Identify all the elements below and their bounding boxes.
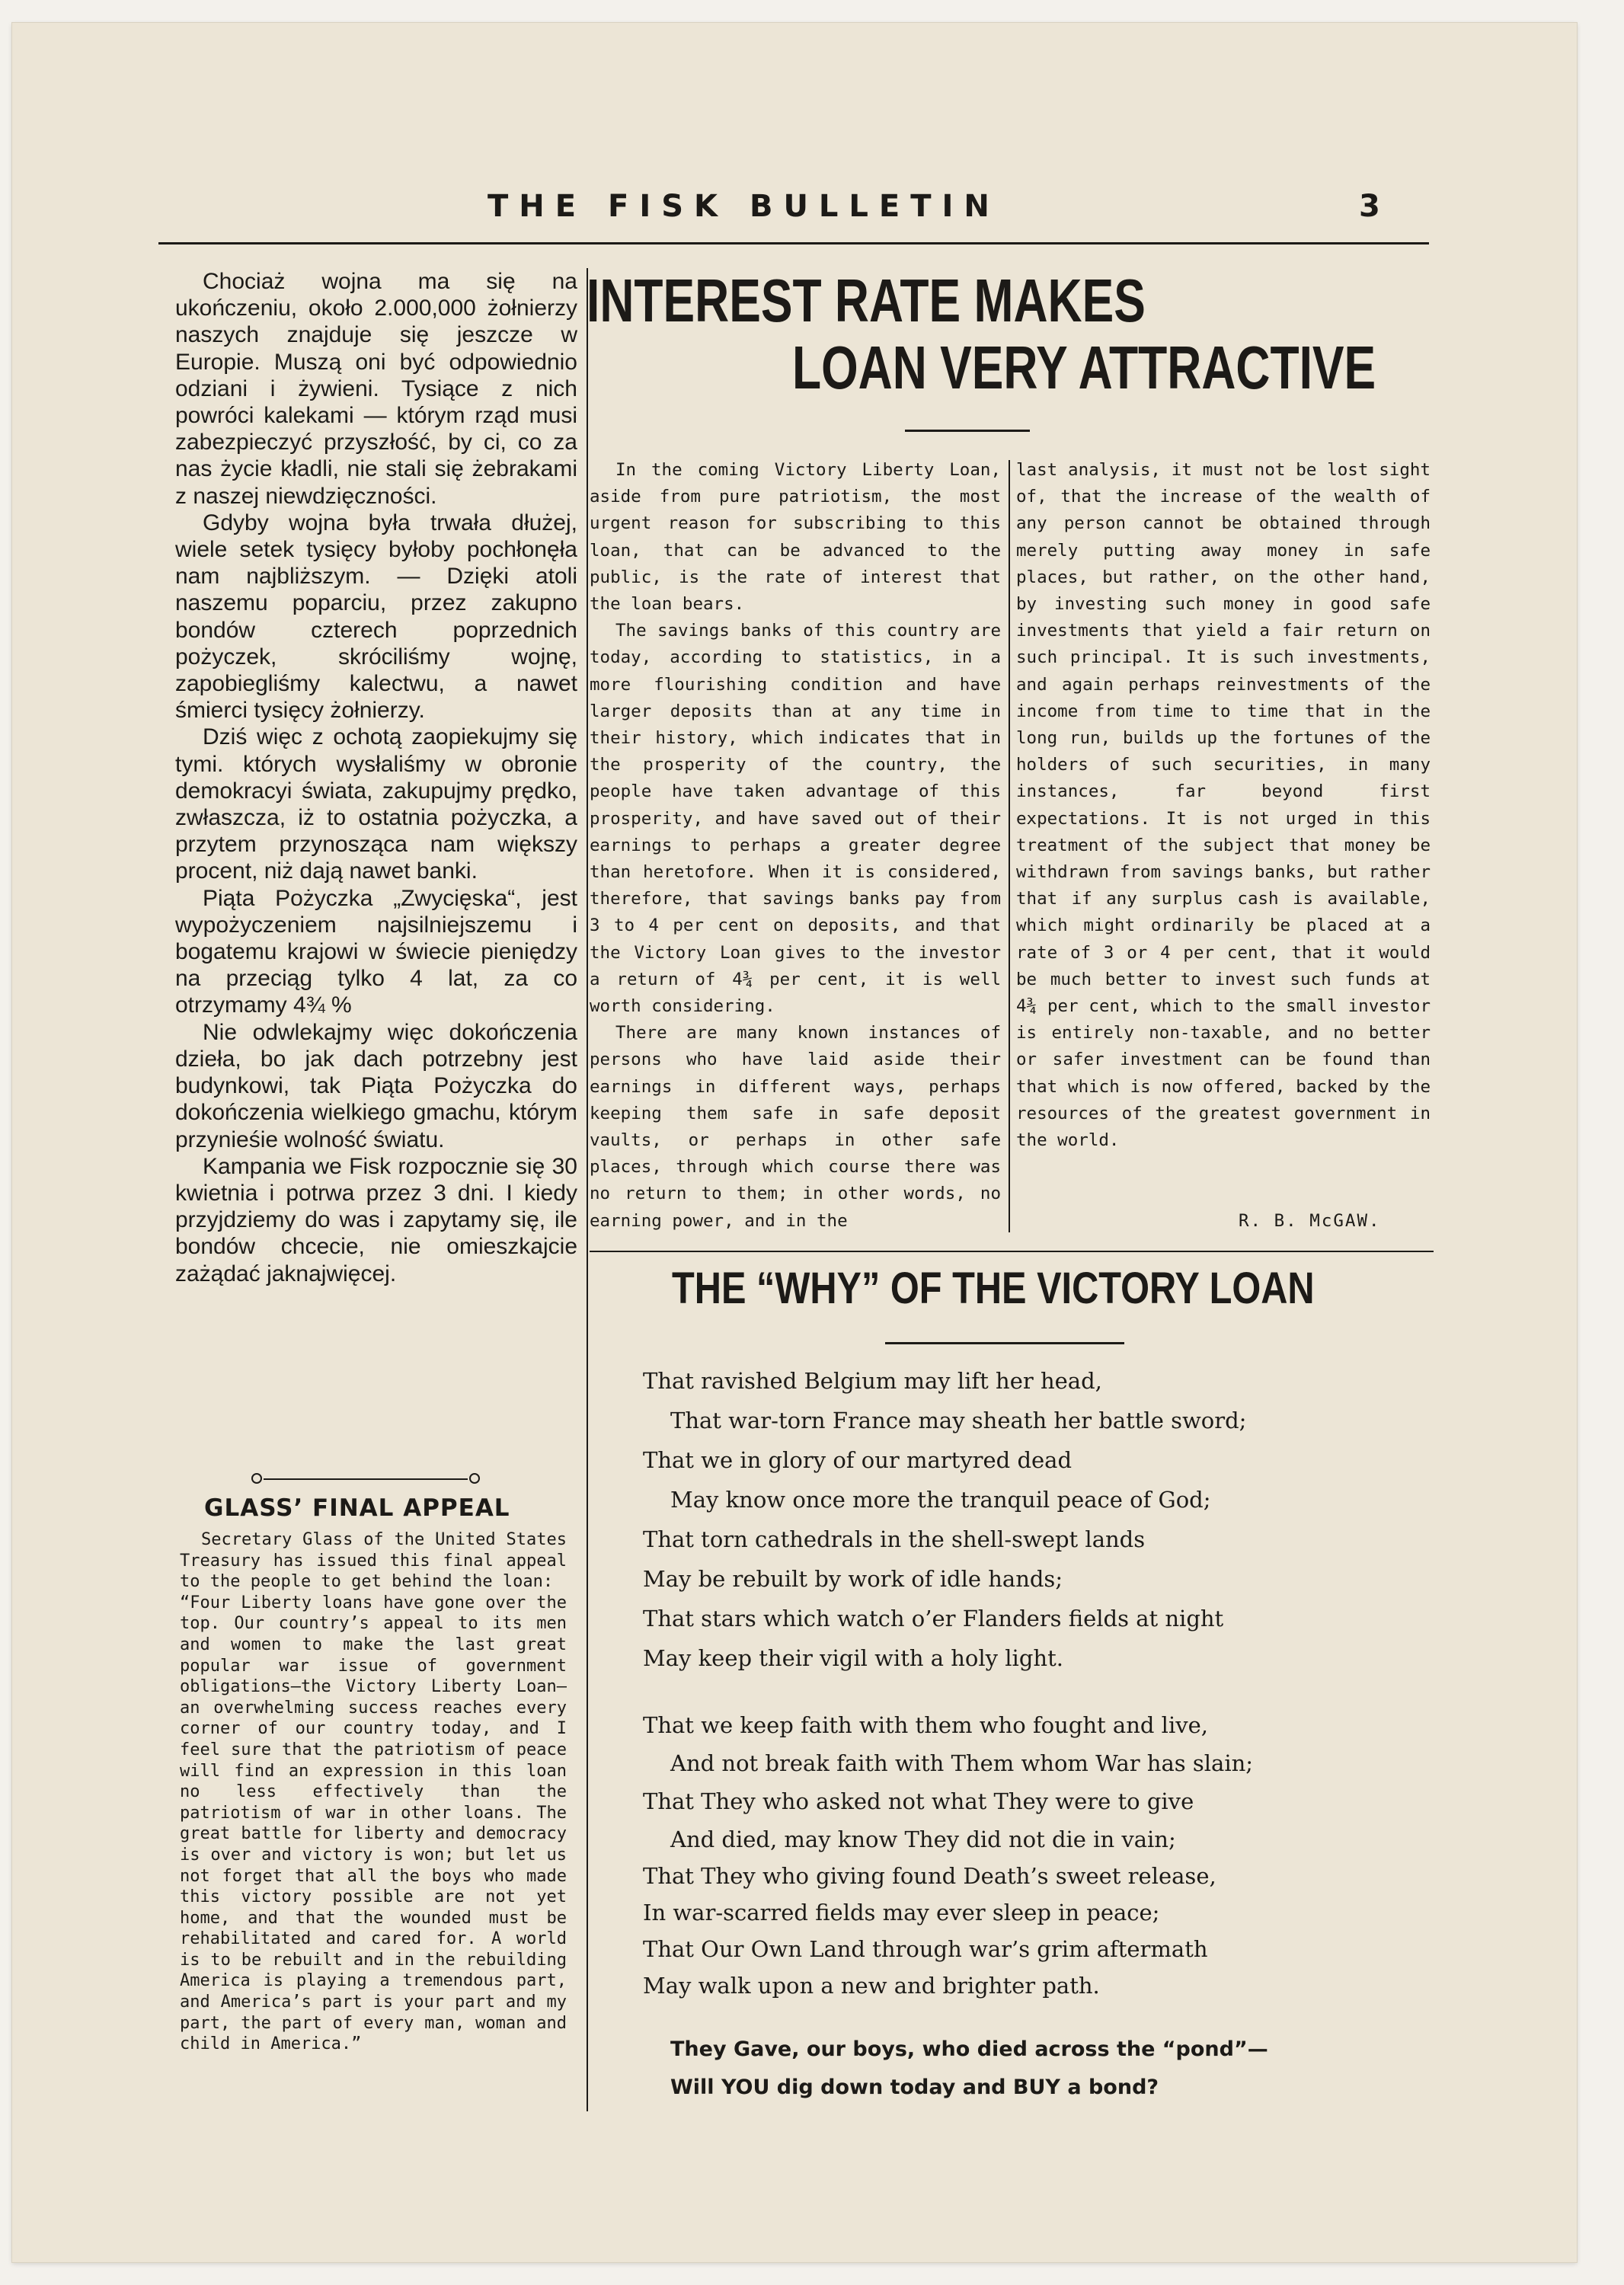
author-signature: R. B. McGAW. [1239, 1211, 1381, 1231]
glass-appeal-body [180, 1529, 567, 2055]
glass-intro: Secretary Glass of the United States Treasury has issued this final appeal to the people to get behind the loan: [180, 1530, 567, 1592]
polish-paragraph: Dziś więc z ochotą zaopiekujmy się tymi. których wysłaliśmy w obronie demokracyi świata, zakupujmy prędko, zwłaszcza, iż to ostatnia pożyczka, a przytem przynosząca nam większy procent, niż dają nawet banki. [175, 724, 577, 884]
closing-line: They Gave, our boys, who died across the “pond”— [670, 2037, 1268, 2061]
poem-line: May be rebuilt by work of idle hands; [643, 1566, 1063, 1592]
closing-line: Will YOU dig down today and BUY a bond? [670, 2076, 1159, 2099]
poem-line: That Our Own Land through war’s grim aftermath [643, 1936, 1208, 1962]
article-column-divider [1009, 460, 1010, 1232]
polish-paragraph: Chociaż wojna ma się na ukończeniu, około 2.000,000 żołnierzy naszych znajduje się jeszcze w Europie. Muszą oni być odpowiednio odziani i żywieni. Tysiące z nich powróci kalekami — którym rząd musi zabezpieczyć przyszłość, by ci, co za nas życie kładli, nie stali się żebrakami z naszej niewdzięczności. [175, 269, 577, 509]
article-column-1 [590, 457, 1001, 1235]
poem-line: That ravished Belgium may lift her head, [643, 1368, 1102, 1394]
poem-closing [670, 2031, 1268, 2107]
masthead-rule [158, 242, 1429, 244]
article-paragraph: There are many known instances of persons who have laid aside their earnings in different ways, perhaps keeping them safe in safe deposit vaults, or perhaps in other safe places, through which course there was no return to them; in other words, no earning power, and in the [590, 1023, 1001, 1231]
poem-line: That torn cathedrals in the shell-swept lands [643, 1526, 1146, 1552]
polish-paragraph: Kampania we Fisk rozpocznie się 30 kwietnia i potrwa przez 3 dni. I kiedy przyjdziemy do was i zapytamy się, ile bondów chcecie, nie omieszkajcie zażądać jaknajwięcej. [175, 1153, 577, 1286]
headline-rule [905, 430, 1030, 432]
polish-paragraph: Gdyby wojna była trwała dłużej, wiele setek tysięcy byłoby pochłonęła nam najbliższym. — Dzięki atoli naszemu poparciu, przez zakupno bondów czterech poprzednich pożyczek, skróciliśmy wojnę, zapobiegliśmy kalectwu, a nawet śmierci tysięcy żołnierzy. [175, 510, 577, 724]
poem-line: That They who giving found Death’s sweet release, [643, 1863, 1216, 1889]
ornamental-divider [251, 1473, 480, 1485]
poem-line: May keep their vigil with a holy light. [643, 1645, 1063, 1671]
poem-line: And not break faith with Them whom War has slain; [670, 1750, 1254, 1776]
poem-line: That They who asked not what They were to give [643, 1788, 1194, 1814]
column-divider [587, 268, 588, 2111]
masthead-title: THE FISK BULLETIN [488, 189, 1000, 224]
article-paragraph: In the coming Victory Liberty Loan, aside from pure patriotism, the most urgent reason for subscribing to this loan, that can be advanced to the public, is the rate of interest that the loan bears. [590, 460, 1001, 615]
poem-line: That stars which watch o’er Flanders fields at night [643, 1606, 1224, 1631]
article-paragraph: last analysis, it must not be lost sight of, that the increase of the wealth of any person cannot be obtained through merely putting away money in safe places, but rather, on the other hand, by investing such money in good safe investments that yield a fair return on such principal. It is such investments, and again perhaps reinvestments of the income from time to time that in the long run, builds up the fortunes of the holders of such securities, in many instances, far beyond first expectations. It is not urged in this treatment of the subject that money be withdrawn from savings banks, but rather that if any surplus cash is available, which might ordinarily be placed at a rate of 3 or 4 per cent, that it would be much better to invest such funds at 4¾ per cent, which to the small investor is entirely non-taxable, and no better or safer investment can be found than that which is now offered, backed by the resources of the greatest government in the world. [1016, 460, 1431, 1151]
poem-line: May walk upon a new and brighter path. [643, 1973, 1100, 1999]
poem-line: May know once more the tranquil peace of God; [670, 1487, 1211, 1513]
article-paragraph: The savings banks of this country are today, according to statistics, in a more flourishing condition and have larger deposits than at any time in their history, which indicates that in the prosperity of the country, the people have taken advantage of this prosperity, and have saved out of their earnings to perhaps a greater degree than heretofore. When it is considered, therefore, that savings banks pay from 3 to 4 per cent on deposits, and that the Victory Loan gives to the investor a return of 4¾ per cent, it is well worth considering. [590, 621, 1001, 1017]
polish-paragraph: Nie odwlekajmy więc dokończenia dzieła, bo jak dach potrzebny jest budynkowi, tak Piąta Pożyczka do dokończenia wielkiego gmachu, którym przynieśie wolność światu. [175, 1019, 577, 1152]
poem-line: In war-scarred fields may ever sleep in peace; [643, 1900, 1160, 1925]
section-rule [590, 1251, 1434, 1252]
polish-paragraph: Piąta Pożyczka „Zwycięska“, jest wypożyczeniem najsilniejszemu i bogatemu krajowi w świecie pieniędzy na przeciąg tylko 4 lat, za co otrzymamy 4¾ % [175, 885, 577, 1018]
poem-title-rule [885, 1342, 1124, 1344]
headline-line-1: INTEREST RATE MAKES [587, 267, 1146, 334]
poem-line: That we keep faith with them who fought and live, [643, 1712, 1208, 1738]
page-number: 3 [1359, 189, 1380, 224]
glass-appeal-heading: GLASS’ FINAL APPEAL [204, 1494, 510, 1522]
headline-line-2: LOAN VERY ATTRACTIVE [792, 334, 1376, 401]
poem-line: That war-torn France may sheath her battle sword; [670, 1408, 1247, 1433]
polish-article [175, 268, 577, 1287]
poem-title: THE “WHY” OF THE VICTORY LOAN [672, 1264, 1315, 1313]
article-column-2 [1016, 457, 1431, 1154]
poem-line: That we in glory of our martyred dead [643, 1447, 1073, 1473]
glass-quote: “Four Liberty loans have gone over the top. Our country’s appeal to its men and women to make the last great popular war issue of government obligations—the Victory Liberty Loan—an overwhelming success reaches every corner of our country today, and I feel sure that the patriotism of peace will find an expression in this loan no less effectively than the patriotism of war in other loans. The great battle for liberty and democracy is over and victory is won; but let us not forget that all the boys who made this victory possible are not yet home, and that the wounded must be rehabilitated and cared for. A world is to be rebuilt and in the rebuilding America is playing a tremendous part, and America’s part is your part and my part, the part of every man, woman and child in America.” [180, 1593, 567, 2054]
poem-line: And died, may know They did not die in vain; [670, 1826, 1176, 1852]
